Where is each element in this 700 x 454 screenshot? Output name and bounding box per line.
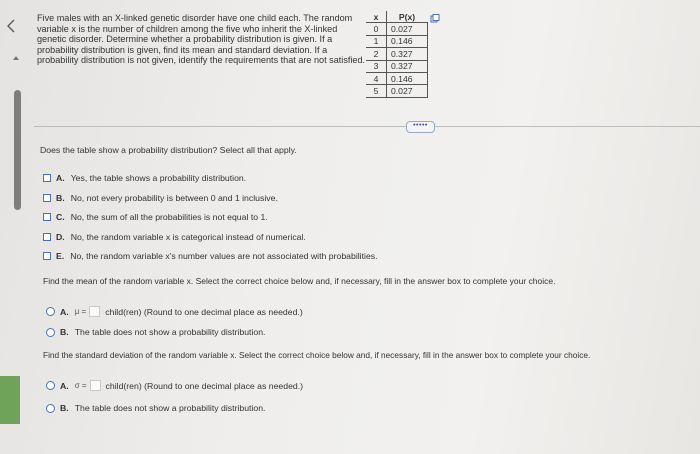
q3-option-b[interactable]	[46, 403, 265, 413]
option-text: No, not every probability is between 0 and 1 inclusive.	[70, 193, 278, 203]
checkbox[interactable]	[43, 233, 51, 241]
table-row	[366, 23, 427, 35]
table-cell-p: 0.327	[387, 60, 428, 72]
q1-option-a[interactable]	[43, 173, 246, 183]
table-cell-p: 0.146	[387, 72, 428, 84]
q1-option-c[interactable]	[43, 212, 268, 222]
q1-option-e[interactable]	[43, 251, 378, 261]
q1-option-b[interactable]	[43, 193, 278, 203]
probability-table	[366, 11, 428, 98]
radio-button[interactable]	[46, 328, 55, 337]
table-row	[366, 48, 427, 60]
option-text: No, the random variable x is categorical instead of numerical.	[70, 232, 306, 242]
status-marker	[0, 376, 20, 424]
table-cell-p: 0.146	[387, 35, 428, 47]
option-text: The table does not show a probability distribution.	[74, 327, 266, 337]
option-letter: B.	[56, 193, 65, 203]
q2-option-b[interactable]	[46, 327, 265, 337]
table-cell-x: 3	[366, 60, 387, 72]
table-row	[366, 85, 427, 97]
option-text: child(ren) (Round to one decimal place as needed.)	[105, 306, 303, 317]
option-letter: A.	[60, 380, 69, 391]
radio-button[interactable]	[46, 307, 55, 316]
sd-symbol: σ =	[74, 381, 87, 390]
q2-prompt: Find the mean of the random variable x. Select the correct choice below and, if necessary, fill in the answer box to complete your choice.	[43, 276, 556, 286]
table-cell-x: 0	[366, 23, 387, 35]
section-divider	[34, 126, 700, 127]
expand-more-button[interactable]: •••••	[406, 121, 435, 133]
scrollbar-thumb[interactable]	[14, 90, 21, 210]
q2-option-a[interactable]	[46, 306, 303, 317]
table-cell-p: 0.327	[387, 48, 428, 60]
table-cell-x: 1	[366, 35, 387, 47]
option-text: Yes, the table shows a probability distribution.	[70, 173, 247, 183]
option-letter: D.	[56, 232, 65, 242]
table-cell-x: 5	[366, 85, 387, 97]
option-text: No, the random variable x's number values are not associated with probabilities.	[70, 251, 378, 261]
problem-statement: Five males with an X-linked genetic disorder have one child each. The random variable x is the number of children among the five who inherit the X-linked genetic disorder. Determine whether a probability distribution is given. If a probability distribution is given, find its mean and standard deviation. If a probability distribution is not given, identify the requirements that are not satisfied.	[37, 13, 366, 66]
option-letter: E.	[56, 251, 65, 261]
radio-button[interactable]	[46, 404, 55, 413]
table-header-px: P(x)	[387, 11, 428, 23]
table-cell-p: 0.027	[387, 85, 428, 97]
option-text: child(ren) (Round to one decimal place as needed.)	[105, 380, 304, 391]
table-cell-x: 4	[366, 72, 387, 84]
table-cell-x: 2	[366, 48, 387, 60]
option-letter: A.	[60, 306, 69, 317]
table-header-x: x	[366, 11, 387, 23]
mean-answer-input[interactable]	[89, 306, 100, 317]
checkbox[interactable]	[43, 252, 51, 260]
mean-symbol: μ =	[74, 307, 87, 316]
option-letter: B.	[60, 327, 69, 337]
checkbox[interactable]	[43, 174, 51, 182]
radio-button[interactable]	[46, 381, 55, 390]
scroll-up-icon[interactable]	[13, 56, 19, 60]
table-cell-p: 0.027	[387, 23, 428, 35]
sd-answer-input[interactable]	[90, 380, 101, 391]
option-text: The table does not show a probability distribution.	[74, 403, 266, 413]
q1-prompt: Does the table show a probability distribution? Select all that apply.	[40, 145, 297, 155]
option-letter: A.	[56, 173, 65, 183]
option-letter: B.	[60, 403, 69, 413]
checkbox[interactable]	[43, 213, 51, 221]
option-letter: C.	[56, 212, 65, 222]
q3-option-a[interactable]	[46, 380, 303, 391]
back-arrow-icon[interactable]	[4, 18, 20, 34]
table-row	[366, 35, 427, 47]
q1-option-d[interactable]	[43, 232, 306, 242]
q3-prompt: Find the standard deviation of the random variable x. Select the correct choice below and, if necessary, fill in the answer box to complete your choice.	[43, 350, 591, 360]
option-text: No, the sum of all the probabilities is not equal to 1.	[70, 212, 268, 222]
table-row	[366, 60, 427, 72]
copy-table-icon[interactable]	[430, 14, 440, 23]
table-row	[366, 72, 427, 84]
checkbox[interactable]	[43, 194, 51, 202]
